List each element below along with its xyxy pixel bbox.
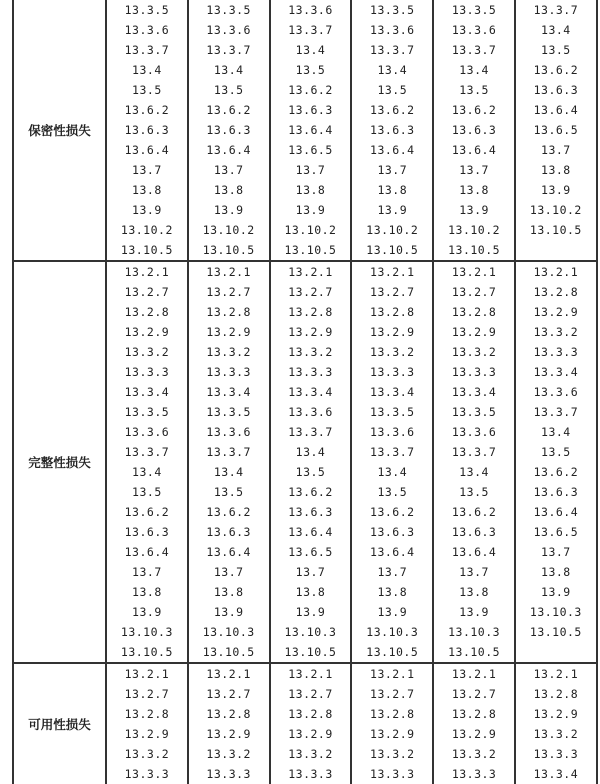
clause-cell: 13.2.8 (515, 684, 597, 704)
clause-cell: 13.2.9 (188, 322, 270, 342)
clause-cell: 13.10.3 (106, 622, 188, 642)
clause-cell: 13.6.4 (515, 502, 597, 522)
clause-cell: 13.2.9 (270, 322, 352, 342)
clause-cell: 13.6.5 (515, 120, 597, 140)
clause-cell: 13.5 (515, 442, 597, 462)
clause-cell: 13.3.7 (270, 422, 352, 442)
clause-cell: 13.3.6 (106, 20, 188, 40)
clause-cell: 13.3.3 (270, 764, 352, 784)
clause-cell: 13.7 (351, 160, 433, 180)
clause-cell: 13.3.7 (433, 40, 515, 60)
clause-cell: 13.6.4 (270, 522, 352, 542)
clause-cell: 13.3.6 (433, 422, 515, 442)
clause-cell: 13.9 (433, 200, 515, 220)
clause-cell: 13.10.5 (270, 240, 352, 261)
clause-cell: 13.9 (351, 200, 433, 220)
clause-cell: 13.3.2 (106, 342, 188, 362)
clause-cell: 13.8 (433, 582, 515, 602)
clause-cell: 13.4 (270, 442, 352, 462)
clause-cell: 13.3.7 (515, 0, 597, 20)
clause-cell: 13.9 (106, 602, 188, 622)
clause-cell: 13.3.7 (515, 402, 597, 422)
clause-cell: 13.6.2 (433, 502, 515, 522)
clause-cell: 13.2.8 (188, 302, 270, 322)
clause-cell: 13.2.9 (106, 724, 188, 744)
clause-cell: 13.2.1 (433, 663, 515, 684)
clause-cell: 13.2.9 (106, 322, 188, 342)
clause-cell: 13.10.2 (433, 220, 515, 240)
clause-cell: 13.6.2 (351, 502, 433, 522)
clause-cell: 13.3.5 (188, 0, 270, 20)
clause-cell: 13.3.6 (515, 382, 597, 402)
clause-cell: 13.3.7 (433, 442, 515, 462)
clause-cell: 13.2.8 (270, 704, 352, 724)
clause-cell: 13.8 (351, 582, 433, 602)
clause-cell: 13.2.9 (515, 704, 597, 724)
clause-cell: 13.8 (351, 180, 433, 200)
clause-cell: 13.9 (433, 602, 515, 622)
clause-cell (515, 642, 597, 663)
clause-cell: 13.3.6 (270, 0, 352, 20)
clause-cell: 13.6.3 (270, 502, 352, 522)
clause-cell: 13.10.3 (515, 602, 597, 622)
clause-cell: 13.10.2 (515, 200, 597, 220)
clause-cell: 13.8 (188, 180, 270, 200)
clause-cell: 13.3.6 (188, 422, 270, 442)
clause-cell: 13.6.2 (106, 502, 188, 522)
clause-cell: 13.2.7 (106, 684, 188, 704)
clause-cell: 13.3.3 (188, 764, 270, 784)
clause-cell: 13.3.3 (270, 362, 352, 382)
clause-cell: 13.10.3 (270, 622, 352, 642)
clause-cell: 13.6.3 (188, 522, 270, 542)
section-label: 完整性损失 (13, 261, 106, 663)
clause-cell: 13.10.5 (106, 642, 188, 663)
clause-cell: 13.3.5 (106, 0, 188, 20)
clause-cell: 13.7 (515, 140, 597, 160)
clause-cell: 13.4 (351, 462, 433, 482)
clause-cell: 13.3.7 (351, 442, 433, 462)
clause-cell (515, 240, 597, 261)
clause-cell: 13.6.3 (106, 522, 188, 542)
clause-cell: 13.8 (106, 180, 188, 200)
clause-cell: 13.6.4 (433, 542, 515, 562)
clause-cell: 13.10.5 (515, 622, 597, 642)
clause-cell: 13.2.8 (106, 704, 188, 724)
clause-cell: 13.7 (188, 160, 270, 180)
clause-cell: 13.2.1 (433, 261, 515, 282)
clause-cell: 13.2.1 (106, 663, 188, 684)
clause-mapping-table (12, 0, 598, 784)
clause-cell: 13.6.3 (515, 80, 597, 100)
clause-cell: 13.10.2 (270, 220, 352, 240)
clause-cell: 13.2.1 (351, 261, 433, 282)
clause-cell: 13.3.4 (351, 382, 433, 402)
clause-cell: 13.3.3 (433, 362, 515, 382)
clause-cell: 13.10.5 (433, 240, 515, 261)
clause-cell: 13.7 (106, 160, 188, 180)
section-label: 保密性损失 (13, 0, 106, 261)
clause-cell: 13.3.3 (188, 362, 270, 382)
section-label: 可用性损失 (13, 663, 106, 784)
clause-cell: 13.7 (351, 562, 433, 582)
clause-cell: 13.6.4 (188, 140, 270, 160)
clause-cell: 13.2.7 (351, 282, 433, 302)
clause-cell: 13.2.9 (270, 724, 352, 744)
clause-cell: 13.6.4 (106, 140, 188, 160)
clause-cell: 13.3.7 (188, 40, 270, 60)
table-body (13, 0, 597, 784)
clause-cell: 13.3.7 (351, 40, 433, 60)
clause-cell: 13.2.9 (433, 322, 515, 342)
clause-cell: 13.3.4 (433, 382, 515, 402)
clause-cell: 13.6.5 (270, 542, 352, 562)
clause-cell: 13.3.7 (188, 442, 270, 462)
clause-cell: 13.6.3 (351, 522, 433, 542)
clause-cell: 13.2.8 (433, 302, 515, 322)
clause-cell: 13.3.7 (106, 442, 188, 462)
clause-cell: 13.3.2 (106, 744, 188, 764)
clause-cell: 13.10.5 (106, 240, 188, 261)
clause-cell: 13.2.1 (351, 663, 433, 684)
clause-cell: 13.2.1 (106, 261, 188, 282)
clause-cell: 13.4 (188, 462, 270, 482)
clause-cell: 13.7 (270, 160, 352, 180)
clause-cell: 13.3.3 (106, 362, 188, 382)
clause-cell: 13.5 (433, 482, 515, 502)
clause-cell: 13.5 (270, 60, 352, 80)
clause-cell: 13.6.3 (515, 482, 597, 502)
clause-cell: 13.3.3 (106, 764, 188, 784)
clause-cell: 13.3.5 (433, 0, 515, 20)
clause-cell: 13.5 (515, 40, 597, 60)
clause-cell: 13.5 (106, 482, 188, 502)
clause-cell: 13.2.9 (515, 302, 597, 322)
clause-cell: 13.7 (106, 562, 188, 582)
clause-cell: 13.3.5 (433, 402, 515, 422)
clause-cell: 13.7 (515, 542, 597, 562)
clause-cell: 13.9 (270, 200, 352, 220)
clause-cell: 13.10.5 (351, 642, 433, 663)
clause-cell: 13.5 (351, 80, 433, 100)
clause-cell: 13.8 (188, 582, 270, 602)
clause-cell: 13.3.5 (188, 402, 270, 422)
clause-cell: 13.2.1 (188, 261, 270, 282)
clause-cell: 13.4 (106, 462, 188, 482)
clause-cell: 13.6.2 (515, 462, 597, 482)
clause-cell: 13.3.6 (351, 422, 433, 442)
clause-cell: 13.3.4 (270, 382, 352, 402)
clause-cell: 13.10.5 (188, 642, 270, 663)
clause-cell: 13.7 (433, 160, 515, 180)
clause-cell: 13.2.1 (515, 261, 597, 282)
clause-cell: 13.9 (188, 200, 270, 220)
clause-cell: 13.3.2 (270, 342, 352, 362)
clause-cell: 13.10.5 (270, 642, 352, 663)
clause-cell: 13.3.6 (351, 20, 433, 40)
clause-cell: 13.3.2 (351, 342, 433, 362)
clause-cell: 13.3.2 (188, 342, 270, 362)
clause-cell: 13.6.5 (270, 140, 352, 160)
table-row (13, 0, 597, 20)
clause-cell: 13.5 (433, 80, 515, 100)
clause-cell: 13.2.7 (351, 684, 433, 704)
clause-cell: 13.3.2 (515, 322, 597, 342)
clause-cell: 13.6.4 (351, 140, 433, 160)
clause-cell: 13.2.1 (270, 663, 352, 684)
clause-cell: 13.8 (270, 582, 352, 602)
clause-cell: 13.10.3 (188, 622, 270, 642)
clause-cell: 13.2.9 (433, 724, 515, 744)
clause-cell: 13.8 (515, 562, 597, 582)
clause-cell: 13.6.2 (270, 80, 352, 100)
clause-cell: 13.6.4 (433, 140, 515, 160)
clause-cell: 13.6.5 (515, 522, 597, 542)
clause-cell: 13.8 (270, 180, 352, 200)
clause-cell: 13.6.3 (433, 522, 515, 542)
clause-cell: 13.7 (270, 562, 352, 582)
clause-cell: 13.8 (515, 160, 597, 180)
table-row (13, 261, 597, 282)
clause-cell: 13.2.8 (515, 282, 597, 302)
clause-cell: 13.9 (351, 602, 433, 622)
clause-cell: 13.5 (106, 80, 188, 100)
clause-cell: 13.8 (106, 582, 188, 602)
clause-cell: 13.4 (188, 60, 270, 80)
clause-cell: 13.2.9 (351, 724, 433, 744)
clause-cell: 13.6.4 (351, 542, 433, 562)
clause-cell: 13.10.2 (106, 220, 188, 240)
clause-cell: 13.3.2 (351, 744, 433, 764)
clause-cell: 13.6.3 (106, 120, 188, 140)
clause-cell: 13.4 (515, 20, 597, 40)
clause-cell: 13.2.7 (270, 684, 352, 704)
clause-cell: 13.3.2 (433, 342, 515, 362)
clause-cell: 13.3.3 (515, 342, 597, 362)
clause-cell: 13.6.2 (188, 502, 270, 522)
clause-cell: 13.2.8 (433, 704, 515, 724)
clause-cell: 13.2.1 (270, 261, 352, 282)
clause-cell: 13.3.2 (433, 744, 515, 764)
clause-cell: 13.9 (188, 602, 270, 622)
clause-cell: 13.2.7 (188, 282, 270, 302)
clause-cell: 13.6.2 (433, 100, 515, 120)
clause-cell: 13.6.2 (351, 100, 433, 120)
clause-cell: 13.6.2 (515, 60, 597, 80)
clause-cell: 13.10.3 (351, 622, 433, 642)
clause-cell: 13.2.8 (106, 302, 188, 322)
clause-cell: 13.10.5 (351, 240, 433, 261)
clause-cell: 13.3.6 (106, 422, 188, 442)
clause-cell: 13.6.4 (515, 100, 597, 120)
clause-cell: 13.4 (270, 40, 352, 60)
clause-cell: 13.3.7 (106, 40, 188, 60)
clause-cell: 13.3.4 (106, 382, 188, 402)
clause-cell: 13.3.2 (270, 744, 352, 764)
clause-cell: 13.2.7 (106, 282, 188, 302)
clause-cell: 13.7 (188, 562, 270, 582)
clause-cell: 13.3.4 (515, 764, 597, 784)
clause-cell: 13.2.8 (351, 704, 433, 724)
clause-cell: 13.3.6 (188, 20, 270, 40)
clause-cell: 13.6.3 (188, 120, 270, 140)
clause-cell: 13.3.7 (270, 20, 352, 40)
clause-cell: 13.10.3 (433, 622, 515, 642)
clause-cell: 13.2.1 (188, 663, 270, 684)
clause-cell: 13.3.2 (515, 724, 597, 744)
clause-cell: 13.2.7 (433, 684, 515, 704)
clause-cell: 13.10.5 (515, 220, 597, 240)
clause-cell: 13.5 (270, 462, 352, 482)
clause-cell: 13.9 (515, 582, 597, 602)
clause-cell: 13.3.3 (433, 764, 515, 784)
clause-cell: 13.7 (433, 562, 515, 582)
clause-cell: 13.4 (433, 60, 515, 80)
clause-cell: 13.6.3 (270, 100, 352, 120)
clause-cell: 13.3.3 (351, 764, 433, 784)
clause-cell: 13.2.7 (433, 282, 515, 302)
clause-cell: 13.3.4 (515, 362, 597, 382)
clause-cell: 13.6.3 (351, 120, 433, 140)
clause-cell: 13.3.3 (351, 362, 433, 382)
clause-cell: 13.9 (270, 602, 352, 622)
clause-cell: 13.6.4 (188, 542, 270, 562)
clause-cell: 13.2.8 (351, 302, 433, 322)
clause-cell: 13.3.2 (188, 744, 270, 764)
clause-cell: 13.6.2 (106, 100, 188, 120)
clause-cell: 13.3.3 (515, 744, 597, 764)
clause-cell: 13.4 (515, 422, 597, 442)
clause-cell: 13.6.2 (188, 100, 270, 120)
clause-cell: 13.9 (515, 180, 597, 200)
clause-cell: 13.10.5 (433, 642, 515, 663)
clause-cell: 13.2.7 (270, 282, 352, 302)
clause-cell: 13.2.1 (515, 663, 597, 684)
clause-cell: 13.4 (106, 60, 188, 80)
clause-cell: 13.2.8 (270, 302, 352, 322)
clause-cell: 13.2.9 (188, 724, 270, 744)
clause-cell: 13.6.4 (270, 120, 352, 140)
clause-cell: 13.3.4 (188, 382, 270, 402)
clause-cell: 13.10.2 (351, 220, 433, 240)
clause-cell: 13.10.2 (188, 220, 270, 240)
clause-cell: 13.3.6 (433, 20, 515, 40)
clause-cell: 13.3.5 (351, 0, 433, 20)
clause-cell: 13.2.8 (188, 704, 270, 724)
clause-cell: 13.4 (433, 462, 515, 482)
clause-cell: 13.8 (433, 180, 515, 200)
clause-cell: 13.5 (351, 482, 433, 502)
clause-cell: 13.5 (188, 482, 270, 502)
clause-cell: 13.3.5 (106, 402, 188, 422)
clause-cell: 13.6.3 (433, 120, 515, 140)
clause-cell: 13.10.5 (188, 240, 270, 261)
table-row (13, 663, 597, 684)
clause-cell: 13.6.4 (106, 542, 188, 562)
clause-cell: 13.9 (106, 200, 188, 220)
clause-cell: 13.3.5 (351, 402, 433, 422)
clause-cell: 13.3.6 (270, 402, 352, 422)
clause-cell: 13.4 (351, 60, 433, 80)
clause-cell: 13.6.2 (270, 482, 352, 502)
clause-cell: 13.5 (188, 80, 270, 100)
clause-cell: 13.2.9 (351, 322, 433, 342)
clause-cell: 13.2.7 (188, 684, 270, 704)
